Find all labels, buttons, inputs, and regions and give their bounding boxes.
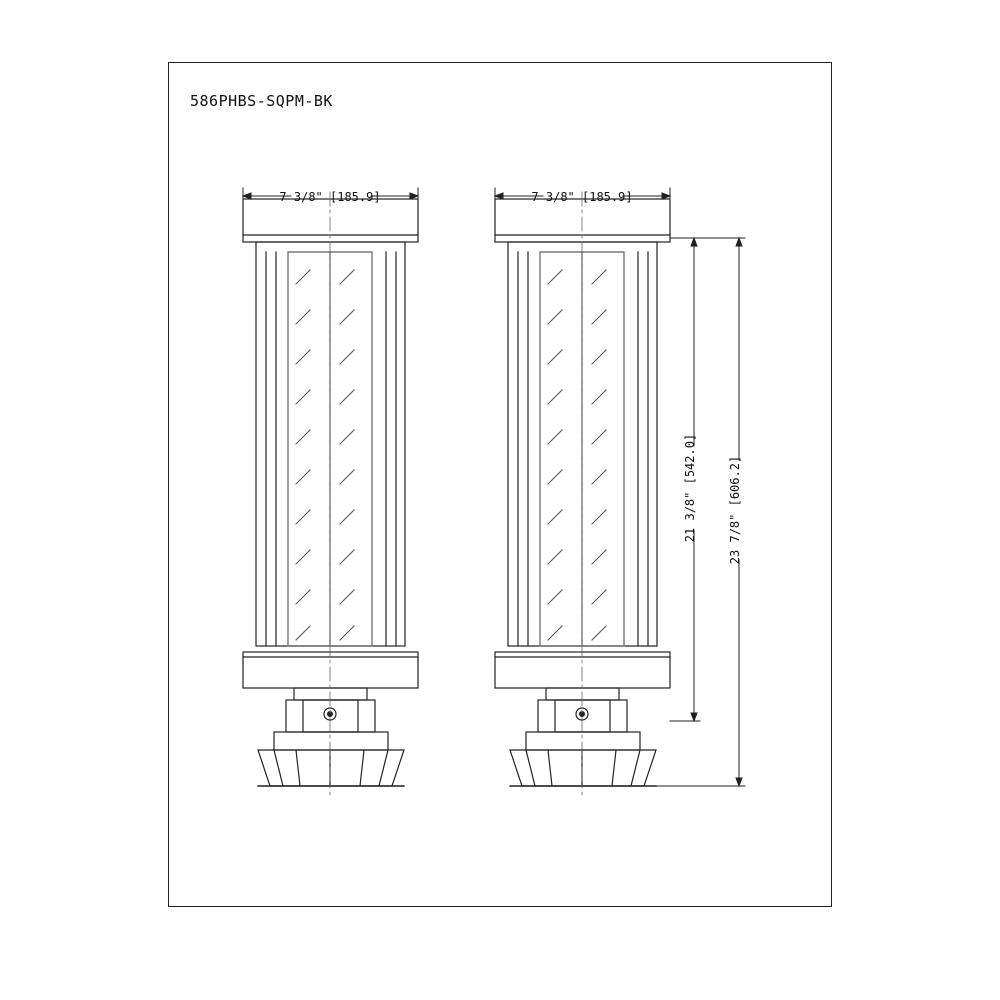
dimension-width-right-label: 7 3/8" [185.9] [531,190,633,204]
side-view [495,192,670,795]
dimension-height-inner-label: 21 3/8" [542.0] [683,433,697,543]
dimension-width-left-label: 7 3/8" [185.9] [279,190,381,204]
glass-hatch-left [296,270,354,640]
glass-hatch-right [548,270,606,640]
front-view [243,192,418,795]
dimension-height-overall-label: 23 7/8" [606.2] [728,455,742,565]
part-number-label: 586PHBS-SQPM-BK [190,92,333,110]
